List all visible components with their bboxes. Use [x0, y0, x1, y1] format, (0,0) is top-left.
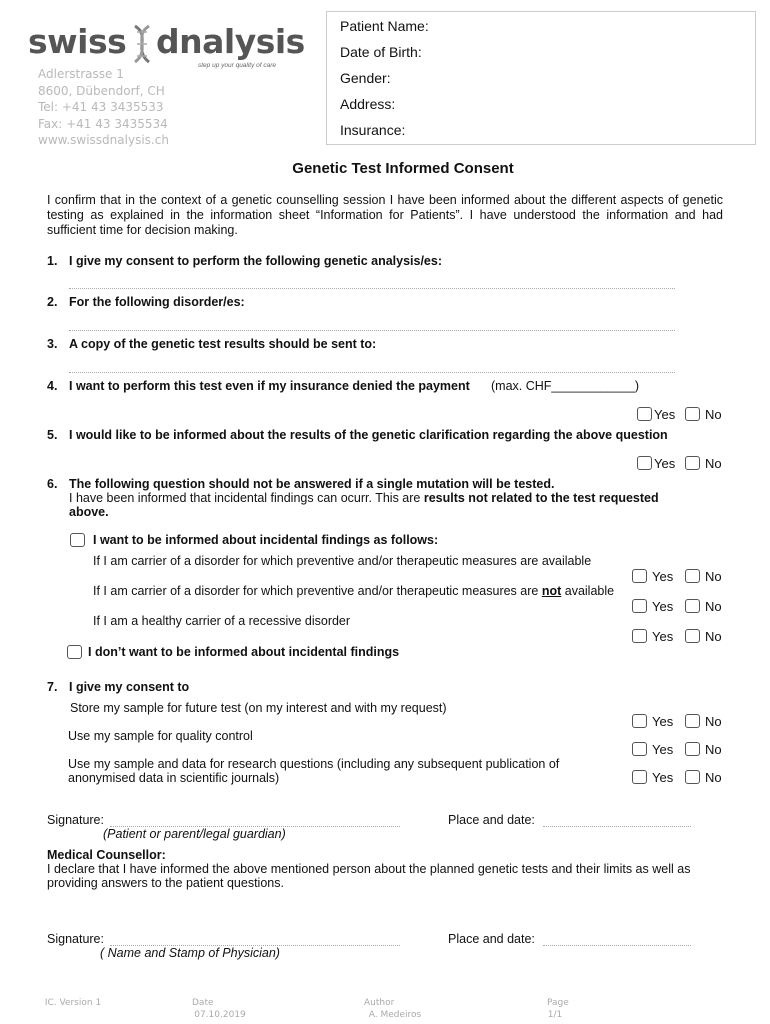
- q5-yes-checkbox[interactable]: [637, 456, 652, 470]
- footer-date: [165, 997, 275, 1021]
- inc-opt2-no-checkbox[interactable]: [685, 599, 700, 613]
- address-field[interactable]: Address:: [340, 96, 396, 112]
- question-text: I give my consent to: [69, 680, 190, 694]
- logo-text-right: dnalysis: [156, 22, 305, 61]
- address-line: www.swissdnalysis.ch: [38, 133, 169, 147]
- counsellor-title: Medical Counsellor:: [47, 848, 166, 862]
- inc-opt1-yes-checkbox[interactable]: [632, 569, 647, 583]
- dont-inform-label: I don’t want to be informed about incidental findings: [88, 645, 400, 659]
- dont-inform-checkbox[interactable]: [67, 645, 82, 659]
- yes-label: Yes: [652, 629, 674, 644]
- yes-label: Yes: [654, 407, 676, 422]
- footer-version: [28, 997, 118, 1009]
- question-text: I give my consent to perform the following genetic analysis/es:: [69, 254, 442, 268]
- logo-tagline: step up your quality of care: [198, 62, 277, 69]
- consent-opt1-no-checkbox[interactable]: [685, 714, 700, 728]
- consent-option-3a: Use my sample and data for research questions (including any subsequent publication of: [68, 757, 560, 771]
- patient-place-date-label: Place and date:: [448, 813, 535, 827]
- incidental-findings-label: I want to be informed about incidental findings as follows:: [93, 533, 439, 547]
- inc-opt3-no-checkbox[interactable]: [685, 629, 700, 643]
- physician-signature-note: ( Name and Stamp of Physician): [100, 946, 280, 960]
- q6-note-text: I have been informed that incidental findings can ocurr. This are: [69, 491, 424, 505]
- no-label: No: [705, 770, 722, 785]
- counsellor-declaration: I declare that I have informed the above mentioned person about the planned genetic tests and their limits as well as providing answers to the patient questions.: [47, 862, 691, 890]
- logo-text-left: swiss: [28, 22, 127, 61]
- q6-note: [69, 491, 659, 505]
- consent-opt3-no-checkbox[interactable]: [685, 770, 700, 784]
- footer-page-value: 1/1: [547, 1010, 563, 1020]
- gender-field[interactable]: Gender:: [340, 70, 391, 86]
- question-1: [47, 254, 442, 268]
- no-label: No: [705, 714, 722, 729]
- no-label: No: [705, 407, 722, 422]
- patient-signature-label: Signature:: [47, 813, 104, 827]
- footer-page: [520, 997, 590, 1021]
- no-label: No: [705, 629, 722, 644]
- address-line: 8600, Dübendorf, CH: [38, 83, 165, 98]
- physician-signature-label: Signature:: [47, 932, 104, 946]
- consent-opt2-no-checkbox[interactable]: [685, 742, 700, 756]
- consent-option-1: Store my sample for future test (on my interest and with my request): [70, 701, 447, 715]
- option-text: If I am carrier of a disorder for which preventive and/or therapeutic measures are: [93, 584, 542, 598]
- footer-author-value: A. Medeiros: [368, 1010, 422, 1020]
- footer-date-value: 07.10.2019: [194, 1010, 246, 1020]
- question-text: The following question should not be answered if a single mutation will be tested.: [69, 477, 555, 491]
- yes-label: Yes: [654, 456, 676, 471]
- incidental-option-3: If I am a healthy carrier of a recessive disorder: [93, 614, 351, 628]
- incidental-option-1: If I am carrier of a disorder for which preventive and/or therapeutic measures are available: [93, 554, 592, 568]
- yes-label: Yes: [652, 599, 674, 614]
- question-text: For the following disorder/es:: [69, 295, 245, 309]
- no-label: No: [705, 742, 722, 757]
- patient-info-box: [326, 11, 756, 145]
- footer-author: [340, 997, 450, 1021]
- question-number: 4.: [47, 379, 58, 393]
- patient-place-date-line[interactable]: [543, 826, 691, 827]
- q5-no-checkbox[interactable]: [685, 456, 700, 470]
- question-number: 6.: [47, 477, 58, 491]
- document-title: Genetic Test Informed Consent: [292, 160, 514, 177]
- dna-helix-icon: [127, 24, 157, 64]
- physician-place-date-line[interactable]: [543, 945, 691, 946]
- question-7: [47, 680, 189, 694]
- question-number: 2.: [47, 295, 58, 309]
- footer-version-text: IC. Version 1: [44, 998, 102, 1008]
- q6-note-end: above.: [69, 505, 109, 519]
- question-number: 3.: [47, 337, 58, 351]
- footer-page-label: Page: [547, 998, 569, 1008]
- footer-date-label: Date: [192, 998, 214, 1008]
- company-logo: [28, 22, 305, 69]
- consent-opt1-yes-checkbox[interactable]: [632, 714, 647, 728]
- physician-place-date-label: Place and date:: [448, 932, 535, 946]
- no-label: No: [705, 599, 722, 614]
- question-6: [47, 477, 554, 491]
- question-3: [47, 337, 376, 351]
- date-of-birth-field[interactable]: Date of Birth:: [340, 44, 422, 60]
- question-5: [47, 428, 668, 442]
- address-line: Tel: +41 43 3435533: [38, 100, 164, 114]
- consent-option-2: Use my sample for quality control: [68, 729, 253, 743]
- consent-opt2-yes-checkbox[interactable]: [632, 742, 647, 756]
- no-label: No: [705, 569, 722, 584]
- yes-label: Yes: [652, 742, 674, 757]
- question-text: I would like to be informed about the results of the genetic clarification regarding the above question: [69, 428, 668, 442]
- inc-opt3-yes-checkbox[interactable]: [632, 629, 647, 643]
- no-label: No: [705, 456, 722, 471]
- address-line: Fax: +41 43 3435534: [38, 116, 168, 131]
- question-number: 7.: [47, 680, 58, 694]
- q6-note-bold: results not related to the test requested: [423, 491, 659, 505]
- max-chf-field[interactable]: (max. CHF____________): [491, 379, 639, 393]
- consent-option-3b: anonymised data in scientific journals): [68, 771, 280, 785]
- footer-author-label: Author: [364, 998, 395, 1008]
- address-line: Adlerstrasse 1: [38, 67, 124, 81]
- question-text: A copy of the genetic test results should be sent to:: [69, 337, 377, 351]
- q4-yes-checkbox[interactable]: [637, 407, 652, 421]
- inc-opt2-yes-checkbox[interactable]: [632, 599, 647, 613]
- inc-opt1-no-checkbox[interactable]: [685, 569, 700, 583]
- question-4: [47, 379, 470, 393]
- answer-line-3[interactable]: [69, 372, 675, 373]
- incidental-option-2: [93, 584, 614, 598]
- patient-name-field[interactable]: Patient Name:: [340, 18, 429, 34]
- incidental-findings-checkbox[interactable]: [70, 533, 85, 547]
- q4-no-checkbox[interactable]: [685, 407, 700, 421]
- option-emphasis: not: [541, 584, 562, 598]
- answer-line-2[interactable]: [69, 330, 675, 331]
- intro-paragraph: I confirm that in the context of a genetic counselling session I have been informed about the different aspects of genetic testing as explained in the information sheet “Information for Patients”. I have understood the information and had sufficient time for decision making.: [47, 193, 723, 237]
- question-number: 5.: [47, 428, 58, 442]
- patient-signature-note: (Patient or parent/legal guardian): [103, 827, 286, 841]
- consent-opt3-yes-checkbox[interactable]: [632, 770, 647, 784]
- yes-label: Yes: [652, 770, 674, 785]
- question-text: I want to perform this test even if my insurance denied the payment: [69, 379, 470, 393]
- yes-label: Yes: [652, 569, 674, 584]
- question-2: [47, 295, 245, 309]
- option-text: available: [561, 584, 615, 598]
- insurance-field[interactable]: Insurance:: [340, 122, 406, 138]
- company-address: [38, 66, 169, 149]
- answer-line-1[interactable]: [69, 288, 675, 289]
- question-number: 1.: [47, 254, 58, 268]
- yes-label: Yes: [652, 714, 674, 729]
